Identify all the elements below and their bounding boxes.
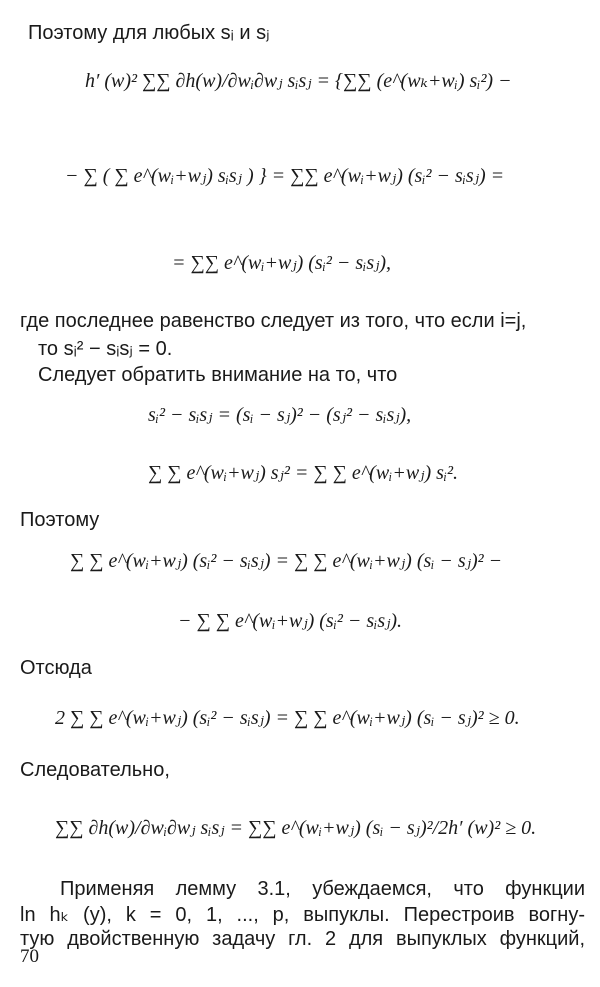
text-attention: Следует обратить внимание на то, что bbox=[38, 364, 398, 386]
formula-nonnegative: 2 ∑ ∑ e^(wᵢ+wⱼ) (sᵢ² − sᵢsⱼ) = ∑ ∑ e^(wᵢ+wⱼ) (sᵢ − sⱼ)² ≥ 0. bbox=[55, 707, 520, 729]
text-consequently: Следовательно, bbox=[20, 759, 170, 781]
formula-hessian-expansion: h′ (w)² ∑∑ ∂h(w)/∂wᵢ∂wⱼ sᵢsⱼ = {∑∑ (e^(wₖ+wᵢ) sᵢ²) − bbox=[85, 70, 512, 92]
text-then-zero: то sᵢ² − sᵢsⱼ = 0. bbox=[38, 338, 173, 360]
final-text-line2: ln hₖ (y), k = 0, 1, ..., p, выпуклы. Перестроив вогну- bbox=[20, 904, 585, 926]
intro-text: Поэтому для любых sᵢ и sⱼ bbox=[28, 22, 270, 44]
formula-decomposition-cont: − ∑ ∑ e^(wᵢ+wⱼ) (sᵢ² − sᵢsⱼ). bbox=[178, 610, 403, 632]
final-text-line1: Применяя лемму 3.1, убеждаемся, что функции bbox=[60, 878, 585, 900]
formula-identity: sᵢ² − sᵢsⱼ = (sᵢ − sⱼ)² − (sⱼ² − sᵢsⱼ), bbox=[148, 404, 412, 426]
text-where-equality: где последнее равенство следует из того, что если i=j, bbox=[20, 310, 527, 332]
formula-second-line: − ∑ ( ∑ e^(wᵢ+wⱼ) sᵢsⱼ ) } = ∑∑ e^(wᵢ+wⱼ) (sᵢ² − sᵢsⱼ) = bbox=[65, 165, 505, 187]
text-hence: Отсюда bbox=[20, 657, 92, 679]
final-text-line3: тую двойственную задачу гл. 2 для выпуклых функций, bbox=[20, 928, 585, 950]
formula-third-line: = ∑∑ e^(wᵢ+wⱼ) (sᵢ² − sᵢsⱼ), bbox=[172, 252, 392, 274]
formula-final-result: ∑∑ ∂h(w)/∂wᵢ∂wⱼ sᵢsⱼ = ∑∑ e^(wᵢ+wⱼ) (sᵢ − sⱼ)²/2h′ (w)² ≥ 0. bbox=[55, 817, 537, 839]
text-therefore: Поэтому bbox=[20, 509, 100, 531]
page-number: 70 bbox=[20, 946, 39, 967]
formula-decomposition: ∑ ∑ e^(wᵢ+wⱼ) (sᵢ² − sᵢsⱼ) = ∑ ∑ e^(wᵢ+wⱼ) (sᵢ − sⱼ)² − bbox=[70, 550, 503, 572]
formula-symmetry: ∑ ∑ e^(wᵢ+wⱼ) sⱼ² = ∑ ∑ e^(wᵢ+wⱼ) sᵢ². bbox=[148, 462, 459, 484]
